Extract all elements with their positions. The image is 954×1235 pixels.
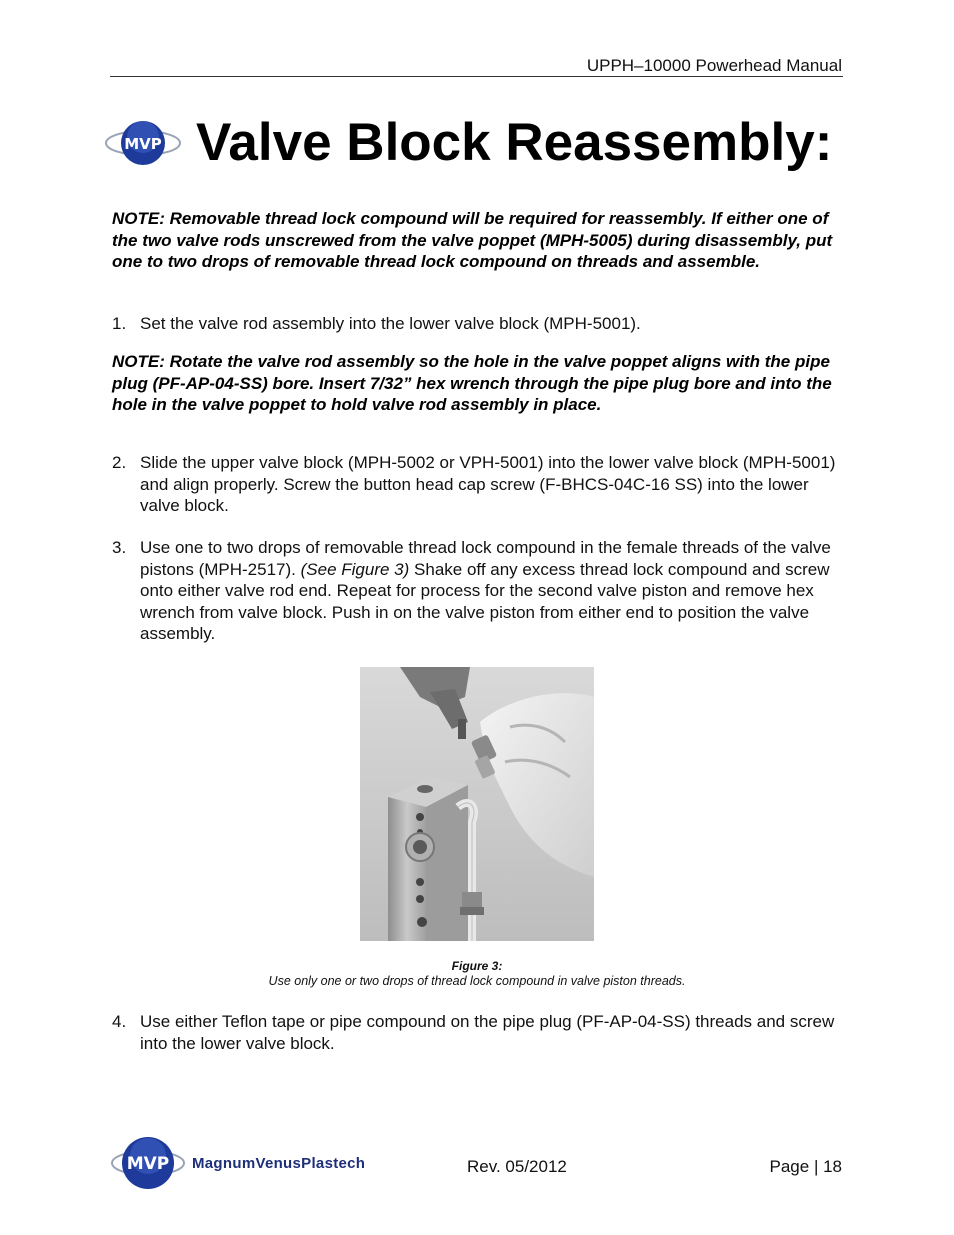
footer-branding	[110, 1132, 365, 1194]
figure-label: Figure 3:	[451, 959, 503, 973]
revision-date: Rev. 05/2012	[467, 1157, 567, 1176]
step-1	[112, 313, 842, 335]
step-4	[112, 1011, 842, 1054]
page-number: Page | 18	[769, 1157, 842, 1176]
step-number: 2.	[112, 453, 127, 472]
note-thread-lock: NOTE: Removable thread lock compound will be required for reassembly. If either one of the two valve rods unscrewed from the valve poppet (MPH-5005) during disassembly, put one to two drops of removable thread lock compound on threads and assemble.	[112, 209, 833, 271]
header-manual-title: UPPH–10000 Powerhead Manual	[586, 56, 842, 75]
step-text	[140, 537, 842, 645]
step-text-part-a: Use one to two drops of removable thread lock compound in the female threads of the valve pistons (MPH-2517).	[140, 538, 831, 579]
valve-assembly-illustration	[360, 667, 594, 941]
step-text: Set the valve rod assembly into the lower valve block (MPH-5001).	[140, 314, 641, 333]
figure-reference: (See Figure 3)	[300, 559, 410, 579]
title-row	[104, 112, 832, 173]
figure-3-photo	[360, 667, 594, 941]
footer-logo-text: MVP	[126, 1154, 170, 1174]
step-number: 3.	[112, 538, 127, 557]
header-divider	[110, 76, 843, 77]
company-name: MagnumVenusPlastech	[192, 1154, 366, 1172]
step-3	[112, 537, 842, 645]
step-number: 4.	[112, 1012, 127, 1031]
step-number: 1.	[112, 314, 127, 333]
step-text-part-b: Shake off any excess thread lock compound and screw onto either valve rod end. Repeat for process for the second valve piston and remove hex wrench from valve block. Push in on the valve piston from either end to position the valve assembly.	[140, 559, 830, 643]
mvp-footer-logo-icon	[110, 1132, 186, 1194]
step-text: Slide the upper valve block (MPH-5002 or VPH-5001) into the lower valve block (MPH-5001) and align properly. Screw the button head cap screw (F-BHCS-04C-16 SS) into the lower valve block.	[140, 453, 836, 515]
mvp-logo-icon	[104, 115, 182, 171]
step-2	[112, 452, 842, 517]
page-title: Valve Block Reassembly:	[196, 113, 833, 172]
figure-caption: Use only one or two drops of thread lock compound in valve piston threads.	[268, 974, 686, 988]
note-rotate-valve: NOTE: Rotate the valve rod assembly so the hole in the valve poppet aligns with the pipe plug (PF-AP-04-SS) bore. Insert 7/32” hex wrench through the pipe plug bore and into the hole in the valve poppet to hold valve rod assembly in place.	[112, 352, 832, 414]
step-text: Use either Teflon tape or pipe compound on the pipe plug (PF-AP-04-SS) threads and screw into the lower valve block.	[140, 1012, 835, 1053]
title-logo-text: MVP	[124, 134, 162, 153]
